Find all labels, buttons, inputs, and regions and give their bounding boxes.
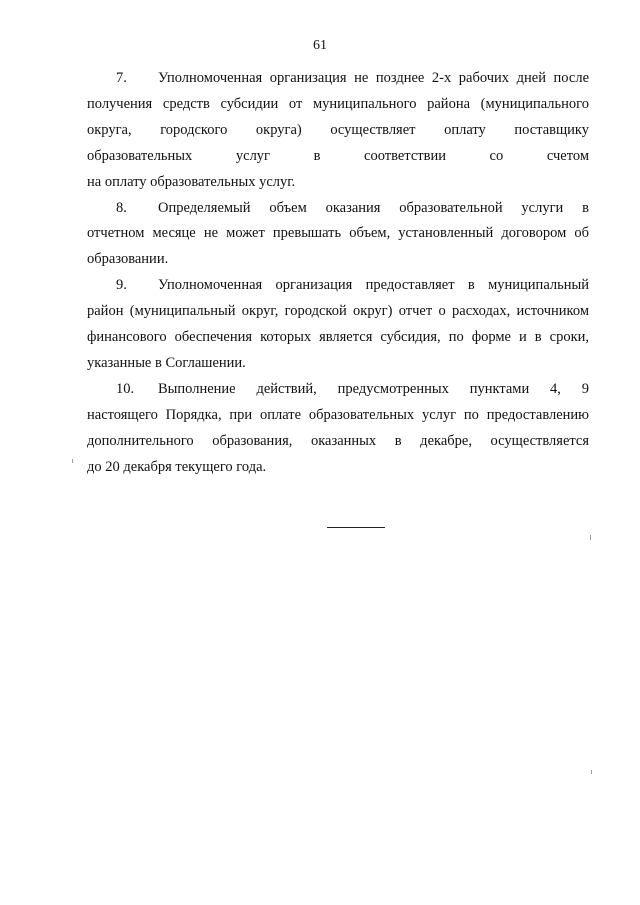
paragraph-number: 7. [116, 70, 127, 86]
paragraph-line: образовании. [87, 251, 169, 268]
paragraph-line: до 20 декабря текущего года. [87, 458, 267, 475]
paragraph-line: указанные в Соглашении. [87, 354, 246, 371]
paragraph-line: на оплату образовательных услуг. [87, 173, 296, 190]
paragraph-line: получения средств субсидии от муниципального района (муниципального [87, 95, 589, 112]
paragraph-line [87, 273, 589, 299]
paragraph-line [87, 66, 589, 92]
paragraph-line: дополнительного образования, оказанных в декабре, осуществляется [87, 432, 589, 449]
paragraph-line: образовательных услуг в соответствии со счетом [87, 147, 589, 164]
scan-speck [591, 770, 592, 774]
scan-speck [72, 459, 73, 463]
paragraph-text: Определяемый объем оказания образовательной услуги в [158, 199, 589, 216]
paragraph-line: настоящего Порядка, при оплате образовательных услуг по предоставлению [87, 406, 589, 423]
page-number: 61 [313, 38, 327, 53]
paragraph-line: отчетном месяце не может превышать объем, установленный договором об [87, 225, 589, 242]
paragraph-line: округа, городского округа) осуществляет оплату поставщику [87, 121, 589, 138]
scan-speck [590, 535, 591, 540]
paragraph-line: финансового обеспечения которых является субсидия, по форме и в сроки, [87, 329, 589, 346]
paragraph-text: Уполномоченная организация не позднее 2-х рабочих дней после [158, 70, 589, 86]
paragraph-8 [87, 196, 589, 274]
paragraph-number: 8. [116, 199, 127, 216]
paragraph-line [87, 196, 589, 222]
paragraph-10 [87, 377, 589, 481]
paragraph-text: Уполномоченная организация предоставляет в муниципальный [158, 277, 589, 294]
document-body [87, 66, 589, 481]
paragraph-7 [87, 66, 589, 196]
paragraph-line [87, 377, 589, 403]
end-separator-line [327, 527, 385, 528]
paragraph-text: Выполнение действий, предусмотренных пунктами 4, 9 [158, 380, 589, 397]
paragraph-number: 9. [116, 277, 127, 294]
paragraph-9 [87, 273, 589, 377]
paragraph-line: район (муниципальный округ, городской округ) отчет о расходах, источником [87, 303, 589, 320]
paragraph-number: 10. [116, 380, 135, 397]
